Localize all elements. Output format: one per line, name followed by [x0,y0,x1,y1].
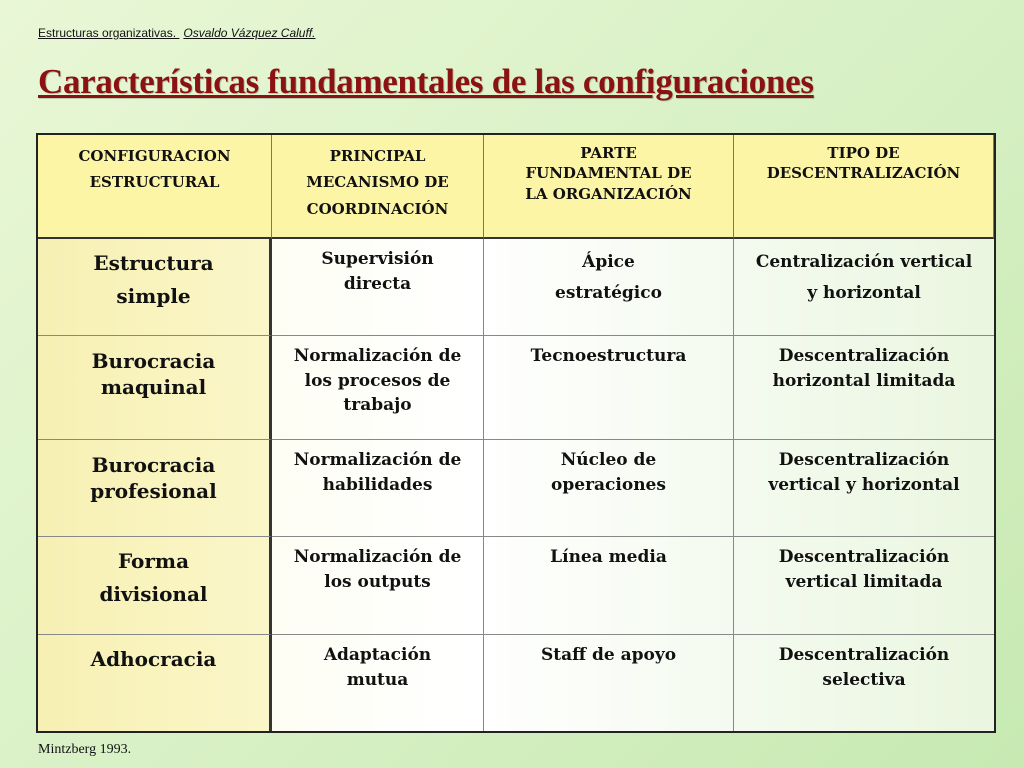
cell-line: Adaptación [323,645,432,665]
cell-line: Forma [117,549,190,573]
row-burocracia-maquinal-parte [484,336,734,440]
course-label: Estructuras organizativas. [38,26,177,40]
cell-line: trabajo [343,395,412,416]
header-line: FUNDAMENTAL DE [525,164,692,183]
cell-line: vertical y horizontal [768,474,960,495]
header-cell-descentralizacion [734,135,994,239]
row-adhocracia-mecanismo [272,635,484,731]
cell-line: operaciones [551,474,666,495]
cell-line: habilidades [322,474,433,495]
cell-line: Normalización de [293,450,462,470]
row-forma-divisional-mecanismo [272,537,484,635]
cell-line: Adhocracia [90,647,217,671]
header-line: DESCENTRALIZACIÓN [766,164,961,183]
cell-line: Normalización de [293,346,462,366]
cell-line: Descentralización [778,346,950,366]
page-title: Características fundamentales de las configuraciones [38,62,814,101]
cell-line: maquinal [100,375,207,399]
header-cell-mecanismo [272,135,484,239]
cell-line: Burocracia [91,453,216,477]
header-cell-parte [484,135,734,239]
cell-line: los outputs [324,571,431,592]
cell-line: Línea media [550,547,667,567]
cell-line: Descentralización [778,450,950,470]
cell-line: divisional [99,582,208,606]
row-estructura-simple-configuracion [38,239,272,336]
row-burocracia-profesional-configuracion [38,440,272,537]
cell-line: Estructura [93,251,214,275]
row-estructura-simple-parte [484,239,734,336]
cell-line: Descentralización [778,645,950,665]
header-line: ESTRUCTURAL [89,173,220,192]
row-estructura-simple-mecanismo [272,239,484,336]
cell-line: estratégico [555,283,662,304]
row-adhocracia-configuracion [38,635,272,731]
source-citation: Mintzberg 1993. [38,742,132,757]
row-adhocracia-parte [484,635,734,731]
row-forma-divisional-configuracion [38,537,272,635]
cell-line: Núcleo de [560,450,657,470]
row-burocracia-maquinal-configuracion [38,336,272,440]
header-line: COORDINACIÓN [306,199,449,218]
row-estructura-simple-descentralizacion [734,239,994,336]
cell-line: profesional [90,479,217,503]
cell-line: Ápice [582,252,635,272]
configurations-table [36,133,996,733]
header-line [38,26,315,40]
header-line: TIPO DE [827,144,900,162]
cell-line: directa [343,273,412,294]
cell-line: los procesos de [304,370,451,391]
row-burocracia-maquinal-mecanismo [272,336,484,440]
header-line: PARTE [580,144,637,162]
header-line: LA ORGANIZACIÓN [525,184,692,203]
cell-line: mutua [346,669,409,690]
row-burocracia-maquinal-descentralizacion [734,336,994,440]
row-forma-divisional-descentralizacion [734,537,994,635]
row-burocracia-profesional-descentralizacion [734,440,994,537]
cell-line: Burocracia [91,349,216,373]
cell-line: Staff de apoyo [540,645,677,665]
header-cell-configuracion [38,135,272,239]
cell-line: simple [116,284,191,308]
row-burocracia-profesional-parte [484,440,734,537]
row-forma-divisional-parte [484,537,734,635]
cell-line: vertical limitada [785,571,943,592]
cell-line: y horizontal [807,283,921,304]
header-line: PRINCIPAL [329,147,426,165]
row-adhocracia-descentralizacion [734,635,994,731]
cell-line: Tecnoestructura [530,346,687,366]
author-label: Osvaldo Vázquez Caluff. [183,26,316,40]
row-burocracia-profesional-mecanismo [272,440,484,537]
header-line: MECANISMO DE [306,173,449,192]
cell-line: selectiva [822,669,906,690]
header-line: CONFIGURACION [78,147,231,165]
cell-line: Centralización vertical [755,252,973,272]
cell-line: Descentralización [778,547,950,567]
cell-line: horizontal limitada [772,370,956,391]
cell-line: Normalización de [293,547,462,567]
cell-line: Supervisión [321,249,434,269]
